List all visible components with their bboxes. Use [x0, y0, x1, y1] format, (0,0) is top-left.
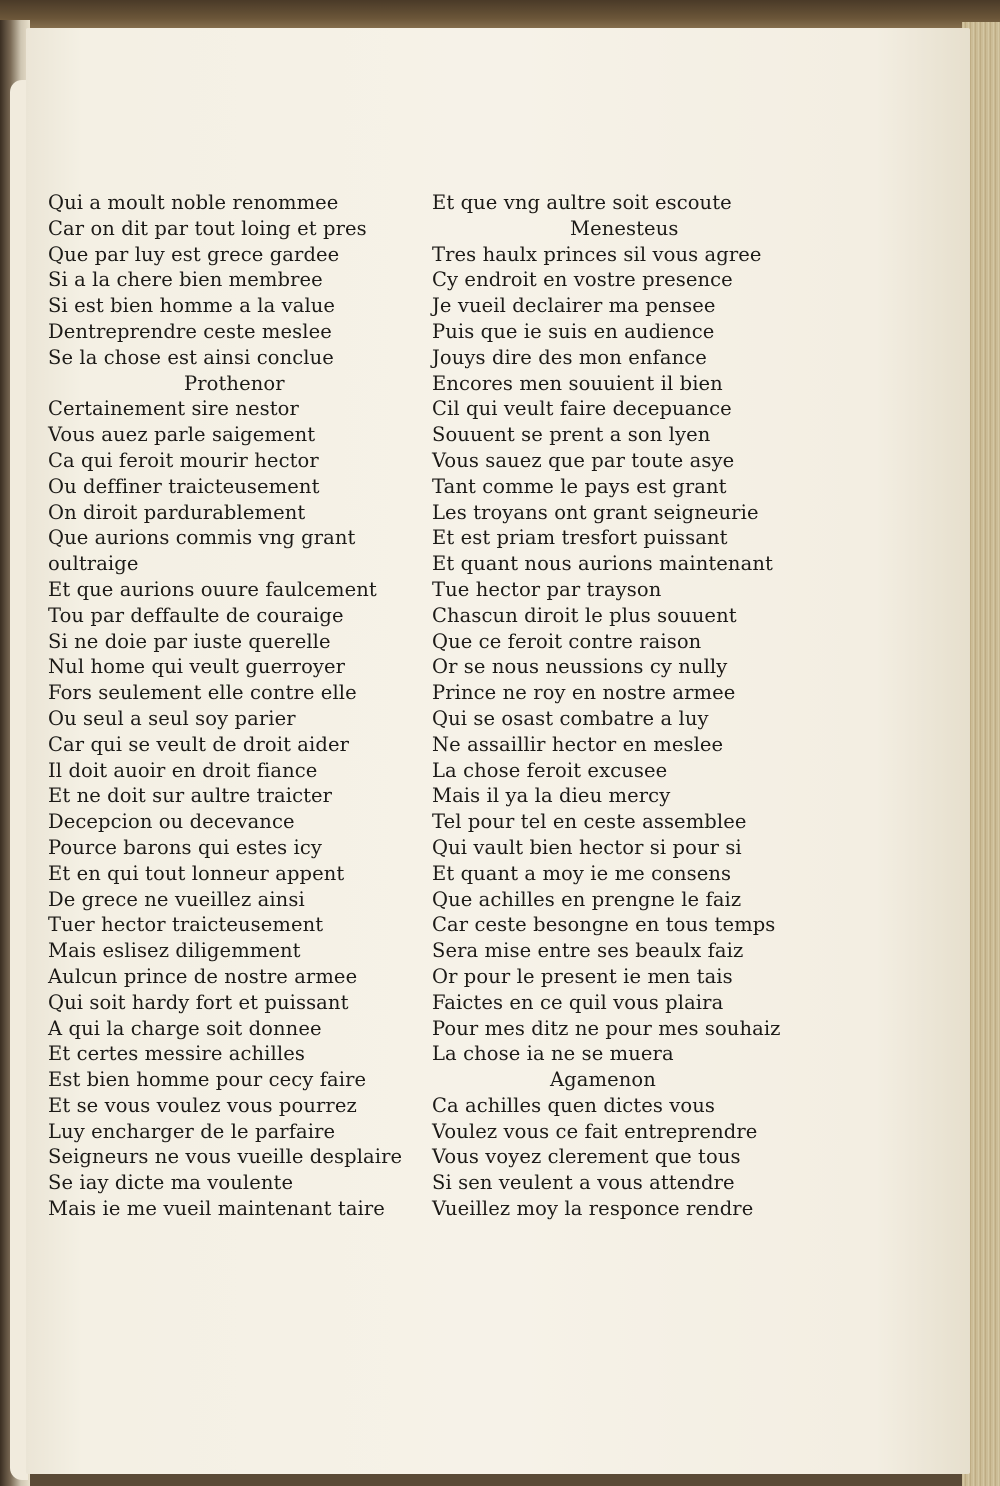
verse-line: Qui se osast combatre a luy [432, 706, 709, 730]
verse-line: Voulez vous ce fait entreprendre [432, 1119, 758, 1143]
verse-line: Et que aurions ouure faulcement [48, 577, 377, 601]
verse-line: Cil qui veult faire decepuance [432, 397, 732, 421]
verse-line: Mais il ya la dieu mercy [432, 784, 671, 808]
verse-line: Et ne doit sur aultre traicter [48, 784, 333, 808]
verse-line: Mais eslisez diligemment [48, 939, 301, 963]
verse-line: Encores men souuient il bien [432, 371, 723, 395]
verse-line: De grece ne vueillez ainsi [48, 887, 305, 911]
verse-line: Luy encharger de le parfaire [48, 1119, 336, 1143]
verse-line: Si est bien homme a la value [48, 294, 336, 318]
verse-line: Prince ne roy en nostre armee [432, 681, 736, 705]
verse-line: Fors seulement elle contre elle [48, 681, 357, 705]
verse-line: Et certes messire achilles [48, 1042, 305, 1066]
speaker-heading: Agamenon [550, 1068, 656, 1092]
verse-line: Nul home qui veult guerroyer [48, 655, 346, 679]
verse-line: Je vueil declairer ma pensee [432, 294, 716, 318]
verse-line: Aulcun prince de nostre armee [48, 964, 358, 988]
verse-line: Ca achilles quen dictes vous [432, 1093, 715, 1117]
verse-line: Souuent se prent a son lyen [432, 423, 711, 447]
verse-line: Or pour le present ie men tais [432, 964, 733, 988]
verse-line: Or se nous neussions cy nully [432, 655, 728, 679]
verse-line: Mais ie me vueil maintenant taire [48, 1197, 385, 1221]
verse-line: oultraige [48, 552, 139, 576]
verse-line: Seigneurs ne vous vueille desplaire [48, 1145, 403, 1169]
verse-line: Tue hector par trayson [432, 577, 662, 601]
verse-line: Car ceste besongne en tous temps [432, 913, 776, 937]
book-top-edge [0, 0, 1000, 30]
verse-line: Et se vous voulez vous pourrez [48, 1093, 357, 1117]
verse-line: Les troyans ont grant seigneurie [432, 500, 759, 524]
left-text-column [48, 190, 402, 1222]
verse-line: Car qui se veult de droit aider [48, 732, 350, 756]
verse-line: Dentreprendre ceste meslee [48, 319, 332, 343]
speaker-heading: Menesteus [570, 216, 679, 240]
verse-line: Si ne doie par iuste querelle [48, 629, 331, 653]
verse-line: Il doit auoir en droit fiance [48, 758, 318, 782]
verse-line: Et quant a moy ie me consens [432, 861, 732, 885]
verse-line: Chascun diroit le plus souuent [432, 603, 737, 627]
verse-line: Est bien homme pour cecy faire [48, 1068, 367, 1092]
verse-line: Tuer hector traicteusement [48, 913, 324, 937]
verse-line: Car on dit par tout loing et pres [48, 216, 367, 240]
verse-line: Et que vng aultre soit escoute [432, 191, 732, 214]
verse-line: Vous auez parle saigement [48, 423, 316, 447]
speaker-heading: Prothenor [184, 371, 285, 395]
verse-line: Qui vault bien hector si pour si [432, 835, 742, 859]
verse-line: Que ce feroit contre raison [432, 629, 702, 653]
verse-line: Vous sauez que par toute asye [432, 448, 735, 472]
verse-line: Qui a moult noble renommee [48, 191, 339, 214]
verse-line: Certainement sire nestor [48, 397, 299, 421]
verse-line: Sera mise entre ses beaulx faiz [432, 939, 744, 963]
verse-line: Si a la chere bien membree [48, 268, 323, 292]
verse-line: Cy endroit en vostre presence [432, 268, 733, 292]
verse-line: Jouys dire des mon enfance [432, 345, 707, 369]
verse-line: Puis que ie suis en audience [432, 319, 715, 343]
verse-line: Que achilles en prengne le faiz [432, 887, 742, 911]
verse-line: Tant comme le pays est grant [432, 474, 727, 498]
verse-line: Ca qui feroit mourir hector [48, 448, 319, 472]
verse-line: Ne assaillir hector en meslee [432, 732, 724, 756]
verse-line: A qui la charge soit donnee [48, 1016, 322, 1040]
verse-line: Vueillez moy la responce rendre [432, 1197, 754, 1221]
verse-line: Se iay dicte ma voulente [48, 1171, 294, 1195]
verse-line: Decepcion ou decevance [48, 810, 295, 834]
verse-line: La chose feroit excusee [432, 758, 668, 782]
verse-line: Pource barons qui estes icy [48, 835, 323, 859]
verse-line: Tel pour tel en ceste assemblee [432, 810, 747, 834]
verse-line: On diroit pardurablement [48, 500, 306, 524]
verse-line: Tres haulx princes sil vous agree [432, 242, 762, 266]
verse-line: Ou seul a seul soy parier [48, 706, 296, 730]
verse-line: Et en qui tout lonneur appent [48, 861, 345, 885]
verse-line: Et est priam tresfort puissant [432, 526, 728, 550]
verse-line: Ou deffiner traicteusement [48, 474, 320, 498]
verse-line: Que aurions commis vng grant [48, 526, 356, 550]
verse-line: Se la chose est ainsi conclue [48, 345, 334, 369]
verse-line: Vous voyez clerement que tous [432, 1145, 741, 1169]
verse-line: La chose ia ne se muera [432, 1042, 674, 1066]
verse-line: Faictes en ce quil vous plaira [432, 990, 724, 1014]
verse-line: Et quant nous aurions maintenant [432, 552, 773, 576]
verse-line: Que par luy est grece gardee [48, 242, 340, 266]
verse-line: Pour mes ditz ne pour mes souhaiz [432, 1016, 781, 1040]
right-text-column [432, 190, 781, 1222]
verse-line: Qui soit hardy fort et puissant [48, 990, 349, 1014]
verse-line: Tou par deffaulte de couraige [48, 603, 344, 627]
verse-line: Si sen veulent a vous attendre [432, 1171, 735, 1195]
